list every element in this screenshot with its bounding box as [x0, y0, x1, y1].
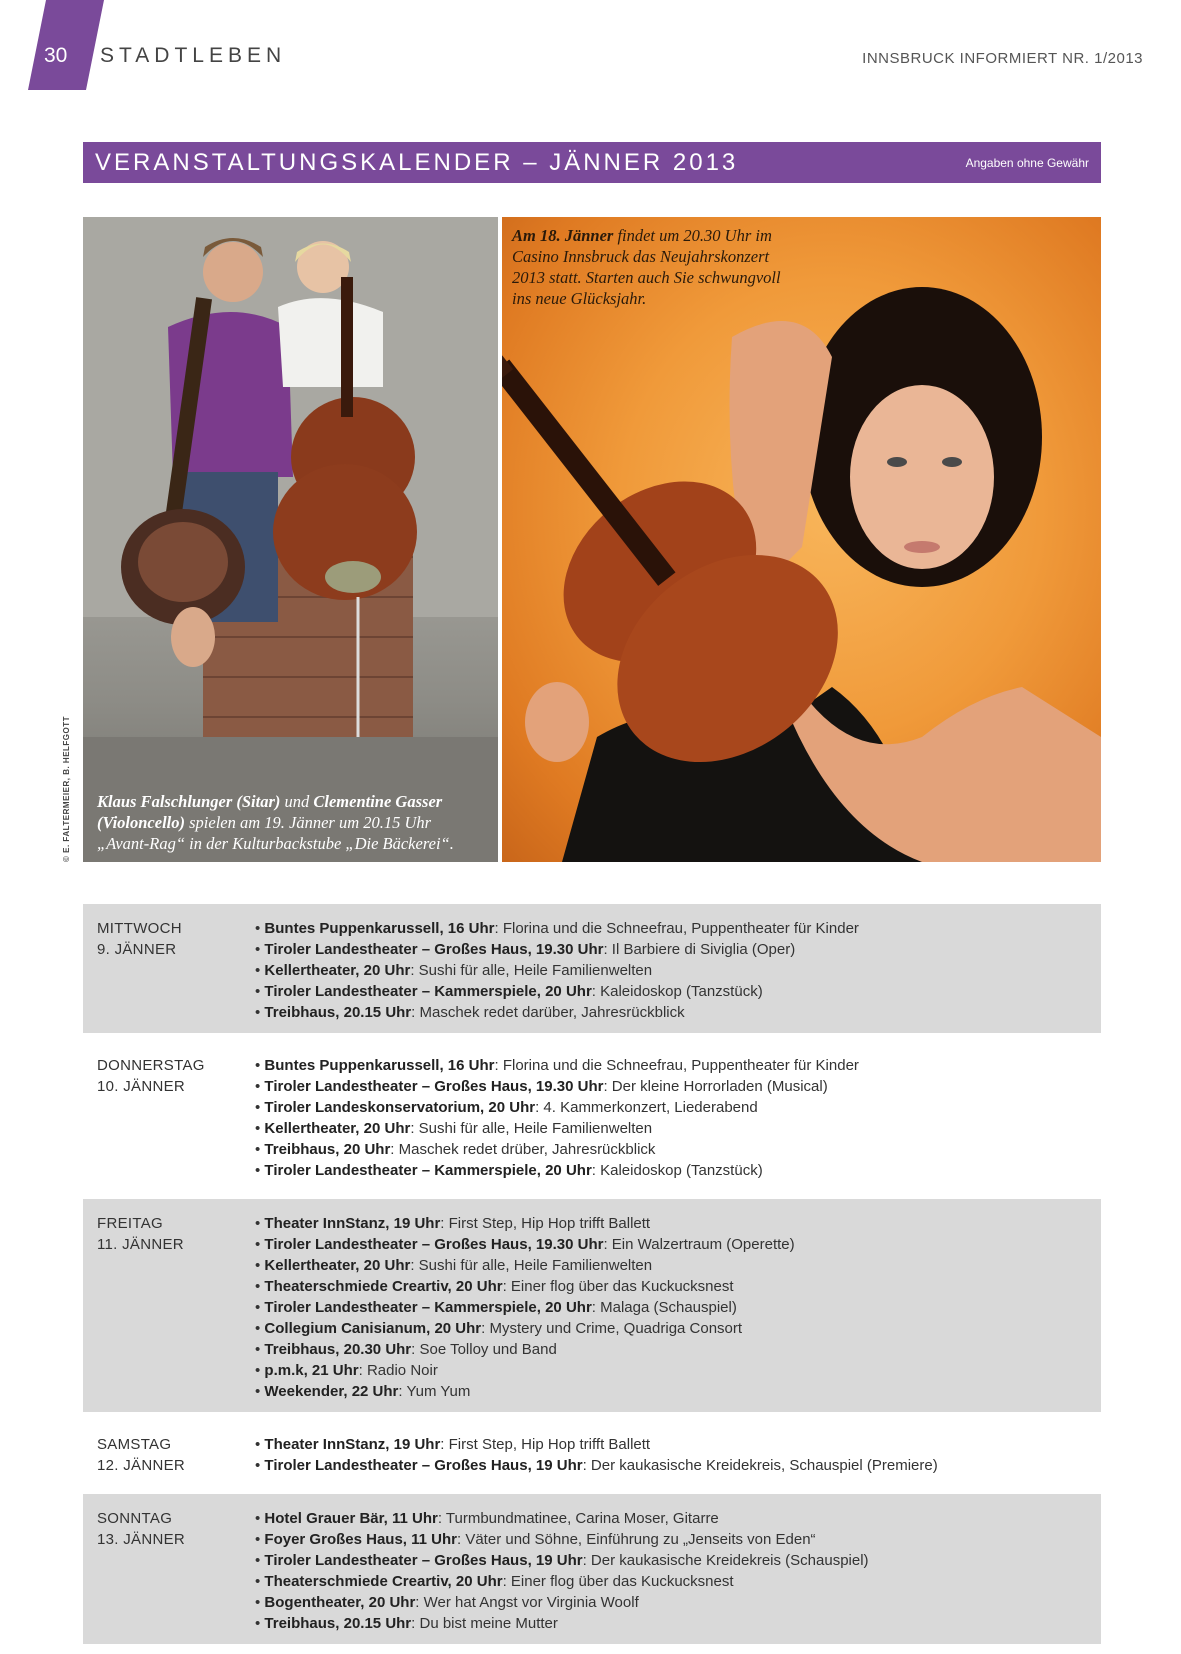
violinist-photo: [502, 217, 1101, 862]
weekday: MITTWOCH: [97, 920, 182, 937]
event-item: • Treibhaus, 20 Uhr: Maschek redet drüber, Jahresrückblick: [255, 1139, 1101, 1160]
event-item: • Tiroler Landeskonservatorium, 20 Uhr: 4. Kammerkonzert, Liederabend: [255, 1097, 1101, 1118]
event-item: • Tiroler Landestheater – Großes Haus, 19.30 Uhr: Ein Walzertraum (Operette): [255, 1234, 1101, 1255]
event-item: • Buntes Puppenkarussell, 16 Uhr: Florina und die Schneefrau, Puppentheater für Kinder: [255, 918, 1101, 939]
event-schedule: [83, 904, 1101, 1652]
event-item: • Kellertheater, 20 Uhr: Sushi für alle, Heile Familienwelten: [255, 1255, 1101, 1276]
day-block: [83, 1420, 1101, 1486]
day-label: [83, 918, 255, 1023]
section-title: STADTLEBEN: [100, 44, 287, 67]
event-item: • Weekender, 22 Uhr: Yum Yum: [255, 1381, 1101, 1402]
date: 11. JÄNNER: [97, 1236, 184, 1253]
date: 10. JÄNNER: [97, 1078, 186, 1095]
weekday: SAMSTAG: [97, 1436, 172, 1453]
event-item: • Tiroler Landestheater – Großes Haus, 19 Uhr: Der kaukasische Kreidekreis, Schauspiel (Premiere): [255, 1455, 1101, 1476]
day-block: [83, 1199, 1101, 1412]
event-item: • Kellertheater, 20 Uhr: Sushi für alle, Heile Familienwelten: [255, 960, 1101, 981]
event-item: • Theater InnStanz, 19 Uhr: First Step, Hip Hop trifft Ballett: [255, 1213, 1101, 1234]
event-item: • Treibhaus, 20.15 Uhr: Maschek redet darüber, Jahresrückblick: [255, 1002, 1101, 1023]
date: 9. JÄNNER: [97, 941, 177, 958]
date: 12. JÄNNER: [97, 1457, 186, 1474]
musicians-illustration: [83, 217, 498, 862]
musicians-caption: Klaus Falschlunger (Sitar) und Clementine Gasser (Violoncello) spielen am 19. Jänner um 20.15 Uhr „Avant-Rag“ in der Kulturbackstube „Die Bäckerei“.: [97, 792, 454, 853]
weekday: FREITAG: [97, 1215, 163, 1232]
day-block: [83, 1041, 1101, 1191]
event-item: • Theater InnStanz, 19 Uhr: First Step, Hip Hop trifft Ballett: [255, 1434, 1101, 1455]
event-item: • Hotel Grauer Bär, 11 Uhr: Turmbundmatinee, Carina Moser, Gitarre: [255, 1508, 1101, 1529]
weekday: DONNERSTAG: [97, 1057, 205, 1074]
calendar-title-bar: [83, 142, 1101, 183]
event-item: • Tiroler Landestheater – Großes Haus, 19 Uhr: Der kaukasische Kreidekreis (Schauspiel): [255, 1550, 1101, 1571]
event-item: • Tiroler Landestheater – Großes Haus, 19.30 Uhr: Der kleine Horrorladen (Musical): [255, 1076, 1101, 1097]
event-item: • Tiroler Landestheater – Kammerspiele, 20 Uhr: Kaleidoskop (Tanzstück): [255, 1160, 1101, 1181]
event-item: • Kellertheater, 20 Uhr: Sushi für alle, Heile Familienwelten: [255, 1118, 1101, 1139]
event-item: • Theaterschmiede Creartiv, 20 Uhr: Einer flog über das Kuckucksnest: [255, 1276, 1101, 1297]
event-item: • Tiroler Landestheater – Großes Haus, 19.30 Uhr: Il Barbiere di Siviglia (Oper): [255, 939, 1101, 960]
musicians-photo: [83, 217, 498, 862]
weekday: SONNTAG: [97, 1510, 173, 1527]
disclaimer-note: Angaben ohne Gewähr: [965, 155, 1089, 170]
concert-caption: Am 18. Jänner findet um 20.30 Uhr im Casino Innsbruck das Neujahrskonzert 2013 statt. Starten auch Sie schwungvoll ins neue Glücksjahr.: [512, 226, 781, 308]
event-item: • Foyer Großes Haus, 11 Uhr: Väter und Söhne, Einführung zu „Jenseits von Eden“: [255, 1529, 1101, 1550]
event-item: • Tiroler Landestheater – Kammerspiele, 20 Uhr: Kaleidoskop (Tanzstück): [255, 981, 1101, 1002]
event-list: [255, 1213, 1101, 1402]
day-label: [83, 1055, 255, 1181]
calendar-title: VERANSTALTUNGSKALENDER – JÄNNER 2013: [95, 148, 739, 176]
event-item: • Theaterschmiede Creartiv, 20 Uhr: Einer flog über das Kuckucksnest: [255, 1571, 1101, 1592]
event-list: [255, 1508, 1101, 1634]
day-label: [83, 1213, 255, 1402]
event-item: • Bogentheater, 20 Uhr: Wer hat Angst vor Virginia Woolf: [255, 1592, 1101, 1613]
date: 13. JÄNNER: [97, 1531, 186, 1548]
day-label: [83, 1434, 255, 1476]
page-number: 30: [44, 44, 68, 67]
event-list: [255, 1434, 1101, 1476]
violinist-illustration: [502, 217, 1101, 862]
event-item: • Buntes Puppenkarussell, 16 Uhr: Florina und die Schneefrau, Puppentheater für Kinder: [255, 1055, 1101, 1076]
event-item: • Tiroler Landestheater – Kammerspiele, 20 Uhr: Malaga (Schauspiel): [255, 1297, 1101, 1318]
event-item: • Treibhaus, 20.15 Uhr: Du bist meine Mutter: [255, 1613, 1101, 1634]
day-block: [83, 1494, 1101, 1644]
event-list: [255, 1055, 1101, 1181]
photo-credit: © E. FALTERMEIER, B. HELFGOTT: [62, 715, 71, 862]
issue-label: INNSBRUCK INFORMIERT NR. 1/2013: [862, 50, 1143, 67]
day-block: [83, 904, 1101, 1033]
event-item: • Treibhaus, 20.30 Uhr: Soe Tolloy und Band: [255, 1339, 1101, 1360]
event-list: [255, 918, 1101, 1023]
event-item: • Collegium Canisianum, 20 Uhr: Mystery und Crime, Quadriga Consort: [255, 1318, 1101, 1339]
event-item: • p.m.k, 21 Uhr: Radio Noir: [255, 1360, 1101, 1381]
day-label: [83, 1508, 255, 1634]
